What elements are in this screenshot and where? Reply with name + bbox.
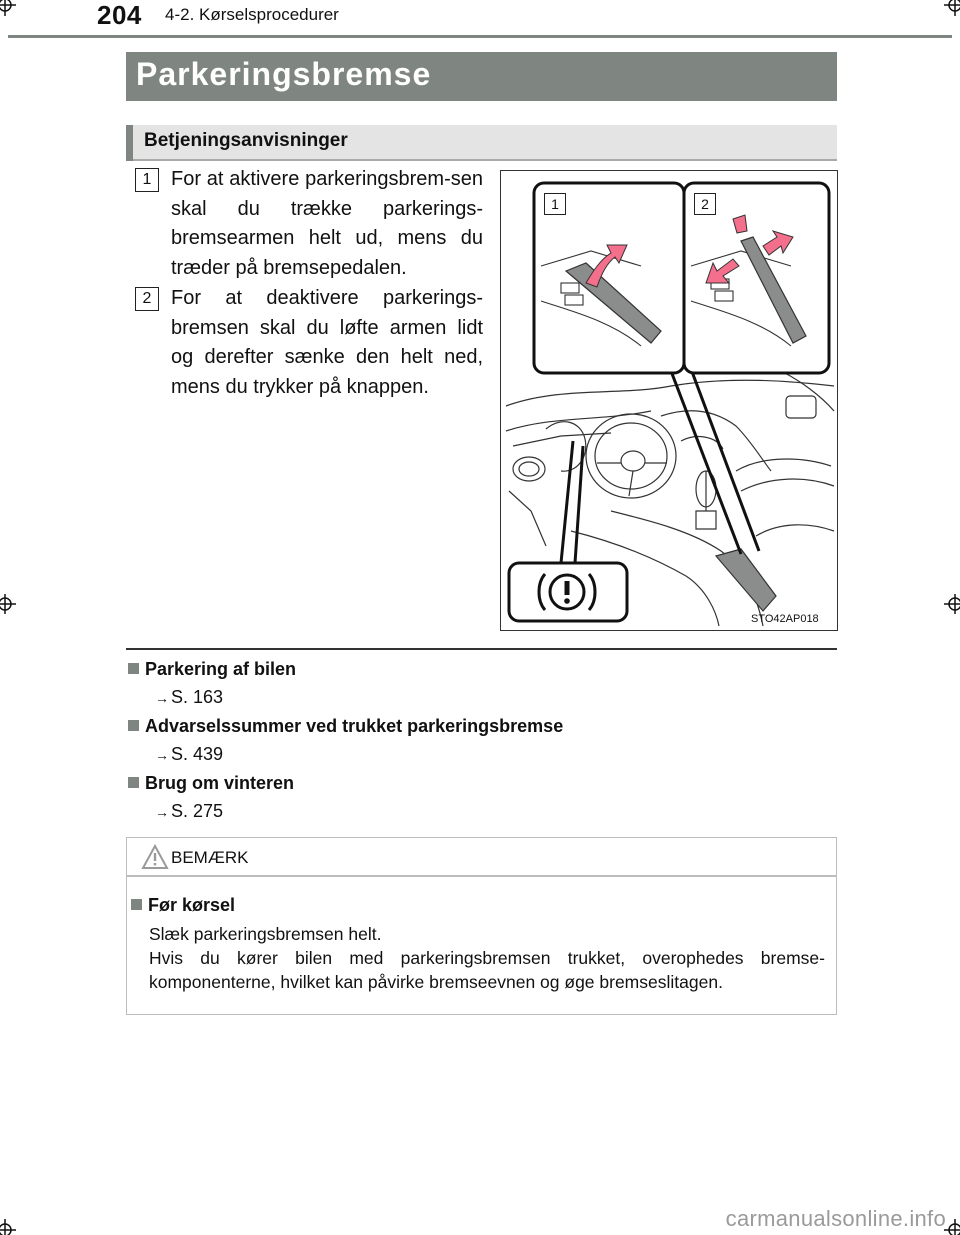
watermark: carmanualsonline.info	[725, 1206, 946, 1231]
subheading-bar	[126, 125, 837, 161]
step-2-text: For at deaktivere parkerings-bremsen skal du løfte armen lidt og derefter sænke den helt ned, mens du trykker på knappen.	[171, 287, 483, 398]
subheading-accent	[126, 125, 133, 161]
step-1-number: 1	[135, 168, 159, 192]
notice-title: Før kørsel	[131, 895, 235, 916]
illustration-callout-2: 2	[694, 193, 716, 215]
page-number: 204	[97, 0, 142, 30]
step-2-number: 2	[135, 287, 159, 311]
page-title-bar	[126, 52, 837, 101]
item-parking-title: Parkering af bilen	[128, 659, 296, 680]
bullet-square-icon	[128, 720, 139, 731]
illustration-code: STO42AP018	[751, 613, 819, 625]
item-parking-ref[interactable]: → S. 163	[155, 687, 224, 707]
bullet-square-icon	[128, 663, 139, 674]
arrow-right-icon: →	[155, 804, 169, 820]
subheading: Betjeningsanvisninger	[144, 130, 348, 151]
notice-line-1: Slæk parkeringsbremsen helt.	[149, 924, 382, 944]
notice-label: BEMÆRK	[171, 848, 249, 867]
notice-line-2: Hvis du kører bilen med parkeringsbremsen trukket, overophedes bremse-komponenterne, hvilket kan påvirke bremseevnen og øge bremseslitagen.	[149, 948, 825, 992]
illustration-drawing	[501, 171, 837, 630]
crop-mark-icon	[940, 592, 960, 616]
step-1-text: For at aktivere parkeringsbrem-sen skal du trække parkerings-bremsearmen helt ud, mens du træder på bremsepedalen.	[171, 168, 483, 279]
section-title: 4-2. Kørselsprocedurer	[165, 5, 339, 24]
crop-mark-icon	[0, 592, 20, 616]
bullet-square-icon	[131, 899, 142, 910]
item-buzzer-title: Advarselssummer ved trukket parkeringsbremse	[128, 716, 563, 737]
page-title: Parkeringsbremse	[136, 56, 432, 92]
crop-mark-icon	[0, 1215, 20, 1235]
crop-mark-icon	[940, 1215, 960, 1235]
bullet-square-icon	[128, 777, 139, 788]
item-winter-ref[interactable]: → S. 275	[155, 801, 224, 821]
item-winter-title: Brug om vinteren	[128, 773, 294, 794]
parking-brake-illustration	[500, 170, 838, 631]
crop-mark-icon	[940, 0, 960, 20]
arrow-right-icon: →	[155, 747, 169, 763]
arrow-right-icon: →	[155, 690, 169, 706]
crop-mark-icon	[0, 0, 20, 20]
notice-body	[149, 922, 825, 994]
header-rule	[8, 35, 952, 38]
illustration-callout-1: 1	[544, 193, 566, 215]
section-divider	[126, 648, 837, 650]
notice-divider	[127, 875, 836, 877]
item-buzzer-ref[interactable]: → S. 439	[155, 744, 224, 764]
warning-triangle-icon	[141, 844, 169, 870]
notice-box	[126, 837, 837, 1015]
